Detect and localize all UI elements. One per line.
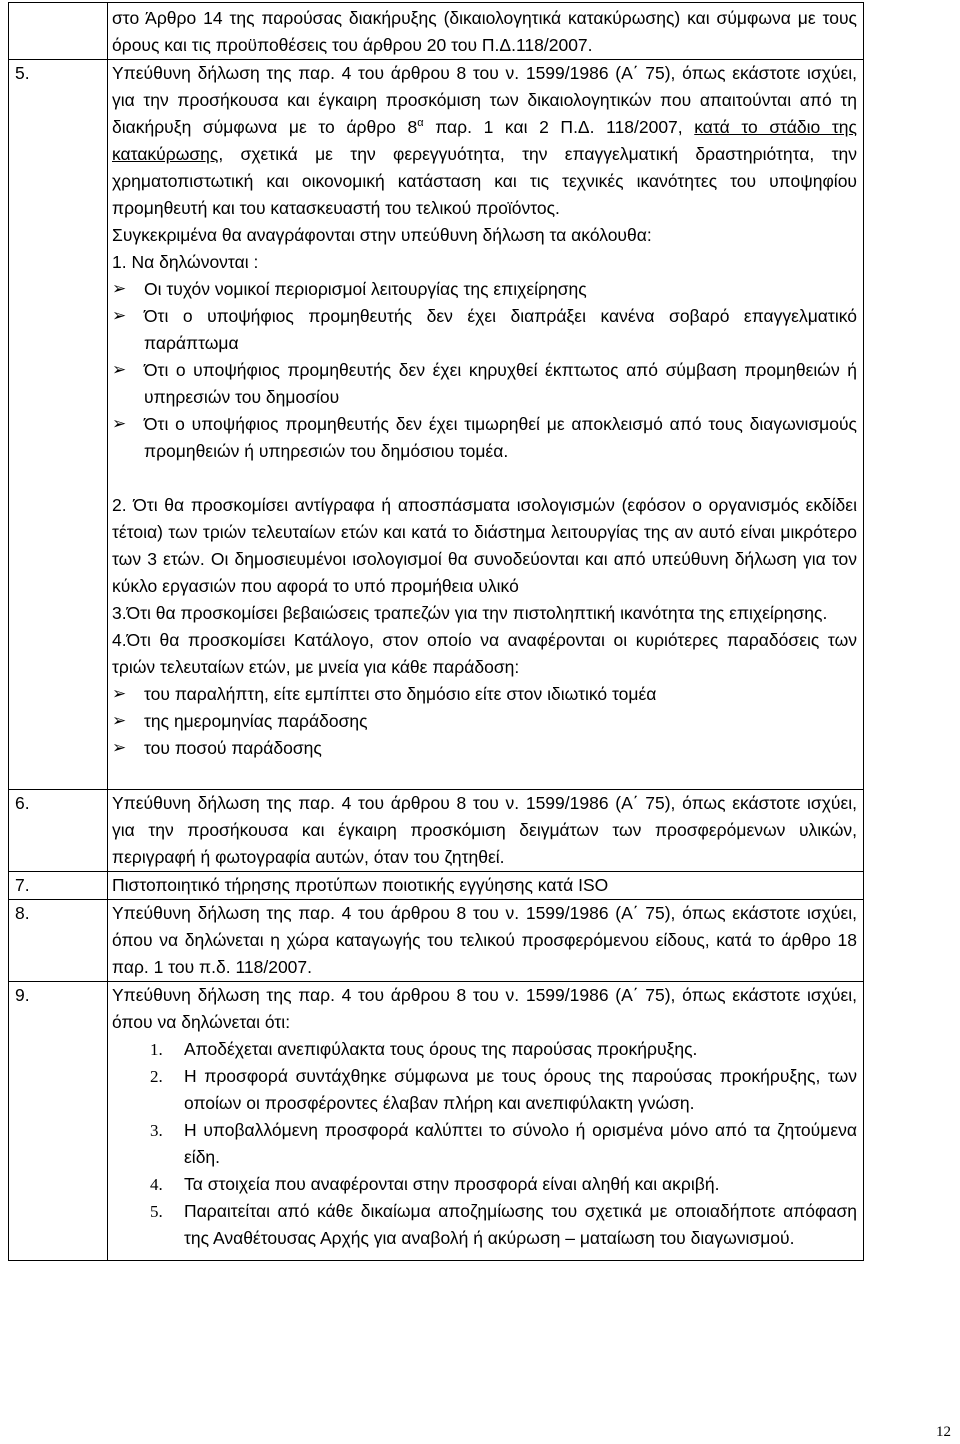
- row-number: 6.: [9, 790, 108, 872]
- row-text: στο Άρθρο 14 της παρούσας διακήρυξης (δικαιολογητικά κατακύρωσης) και σύμφωνα με τους όρους και τις προϋποθέσεις του άρθρου 20 του Π.Δ.118/2007.: [108, 3, 864, 60]
- arrow-bullet-icon: ➢: [112, 684, 127, 704]
- list-item: 5. Παραιτείται από κάθε δικαίωμα αποζημίωσης του σχετικά με οποιαδήποτε απόφαση της Αναθέτουσας Αρχής για αναβολή ή ακύρωση – ματαίωση του διαγωνισμού.: [150, 1201, 857, 1248]
- row-number: [9, 3, 108, 60]
- row-body: [108, 60, 864, 790]
- arrow-bullet-icon: ➢: [112, 360, 127, 380]
- row-text: Πιστοποιητικό τήρησης προτύπων ποιοτικής εγγύησης κατά ISO: [108, 872, 864, 900]
- row-body: [108, 982, 864, 1261]
- arrow-bullet-icon: ➢: [112, 306, 127, 326]
- list-item: ➢ του ποσού παράδοσης: [112, 735, 857, 762]
- table-row: [9, 3, 864, 60]
- row-intro: Υπεύθυνη δήλωση της παρ. 4 του άρθρου 8 του ν. 1599/1986 (Α΄ 75), όπως εκάστοτε ισχύει, όπου να δηλώνεται ότι:: [112, 985, 857, 1032]
- specifically-line: Συγκεκριμένα θα αναγράφονται στην υπεύθυνη δήλωση τα ακόλουθα:: [112, 225, 652, 245]
- point-2: 2. Ότι θα προσκομίσει αντίγραφα ή αποσπάσματα ισολογισμών (εφόσον ο οργανισμός εκδίδει τέτοια) των τριών τελευταίων ετών και κατά το διάστημα λειτουργίας της αν αυτό είναι μικρότερο των 3 ετών. Οι δημοσιευμένοι ισολογισμοί θα συνοδεύονται και από υπεύθυνη δήλωση για τον κύκλο εργασιών που αφορά το υπό προμήθεια υλικό: [112, 495, 857, 596]
- list-item: ➢ Ότι ο υποψήφιος προμηθευτής δεν έχει τιμωρηθεί με αποκλεισμό από τους διαγωνισμούς προμηθειών ή υπηρεσιών του δημόσιου τομέα.: [112, 411, 857, 465]
- arrow-bullet-icon: ➢: [112, 738, 127, 758]
- underlined-phrase: κατά το στάδιο της κατακύρωσης: [112, 117, 857, 164]
- table-row: [9, 982, 864, 1261]
- list-item: 2. Η προσφορά συντάχθηκε σύμφωνα με τους όρους της παρούσας προκήρυξης, των οποίων οι προσφέροντες έλαβαν πλήρη και ανεπιφύλακτη γνώση.: [150, 1066, 857, 1113]
- list-item: 3. Η υποβαλλόμενη προσφορά καλύπτει το σύνολο ή ορισμένα μόνο από τα ζητούμενα είδη.: [150, 1120, 857, 1167]
- arrow-bullet-icon: ➢: [112, 711, 127, 731]
- table-row: [9, 900, 864, 982]
- table-row: [9, 872, 864, 900]
- row-number: 8.: [9, 900, 108, 982]
- superscript: α: [417, 117, 424, 130]
- list-item: ➢ της ημερομηνίας παράδοσης: [112, 708, 857, 735]
- row-number: 5.: [9, 60, 108, 790]
- requirements-table: [8, 2, 864, 1261]
- table-row: [9, 790, 864, 872]
- arrow-bullet-icon: ➢: [112, 279, 127, 299]
- row-text: Υπεύθυνη δήλωση της παρ. 4 του άρθρου 8 του ν. 1599/1986 (Α΄ 75), όπως εκάστοτε ισχύει, όπου να δηλώνεται η χώρα καταγωγής του τελικού προσφερόμενου είδους, κατά το άρθρο 18 παρ. 1 του π.δ. 118/2007.: [108, 900, 864, 982]
- list-item: 4. Τα στοιχεία που αναφέρονται στην προσφορά είναι αληθή και ακριβή.: [150, 1174, 720, 1194]
- list-item: ➢ Ότι ο υποψήφιος προμηθευτής δεν έχει κηρυχθεί έκπτωτος από σύμβαση προμηθειών ή υπηρεσιών του δημοσίου: [112, 357, 857, 411]
- row-intro: Υπεύθυνη δήλωση της παρ. 4 του άρθρου 8 του ν. 1599/1986 (Α΄ 75), όπως εκάστοτε ισχύει, για την προσήκουσα και έγκαιρη προσκόμιση των δικαιολογητικών που απαιτούνται από τη διακήρυξη σύμφωνα με το άρθρο $8^\alpha$ παρ. 1 και 2 Π.Δ. 118/2007, κατά το στάδιο της κατακύρωσης, σχετικά με την φερεγγυότητα, την επαγγελματική δραστηριότητα, την χρηματοπιστωτική και οικονομική κατάσταση και τις τεχνικές ικανότητες του υποψηφίου προμηθευτή και του κατασκευαστή του τελικού προϊόντος.: [112, 63, 857, 218]
- page-number: 12: [936, 1424, 951, 1440]
- point-3: 3.Ότι θα προσκομίσει βεβαιώσεις τραπεζών για την πιστοληπτική ικανότητα της επιχείρησης.: [112, 603, 828, 623]
- list-item: ➢ Ότι ο υποψήφιος προμηθευτής δεν έχει διαπράξει κανένα σοβαρό επαγγελματικό παράπτωμα: [112, 303, 857, 357]
- row-number: 7.: [9, 872, 108, 900]
- spacer: [112, 465, 857, 492]
- point-4: 4.Ότι θα προσκομίσει Κατάλογο, στον οποίο να αναφέρονται οι κυριότερες παραδόσεις των τριών τελευταίων ετών, με μνεία για κάθε παράδοση:: [112, 630, 857, 677]
- table-row: [9, 60, 864, 790]
- list-item: ➢ Οι τυχόν νομικοί περιορισμοί λειτουργίας της επιχείρησης: [112, 276, 857, 303]
- declare-title: 1. Να δηλώνονται :: [112, 252, 259, 272]
- row-text: Υπεύθυνη δήλωση της παρ. 4 του άρθρου 8 του ν. 1599/1986 (Α΄ 75), όπως εκάστοτε ισχύει, για την προσήκουσα και έγκαιρη προσκόμιση δειγμάτων των προσφερόμενων υλικών, περιγραφή ή φωτογραφία αυτών, όταν του ζητηθεί.: [108, 790, 864, 872]
- list-item: 1. Αποδέχεται ανεπιφύλακτα τους όρους της παρούσας προκήρυξης.: [150, 1039, 698, 1059]
- arrow-bullet-icon: ➢: [112, 414, 127, 434]
- row-number: 9.: [9, 982, 108, 1261]
- list-item: ➢ του παραλήπτη, είτε εμπίπτει στο δημόσιο είτε στον ιδιωτικό τομέα: [112, 681, 857, 708]
